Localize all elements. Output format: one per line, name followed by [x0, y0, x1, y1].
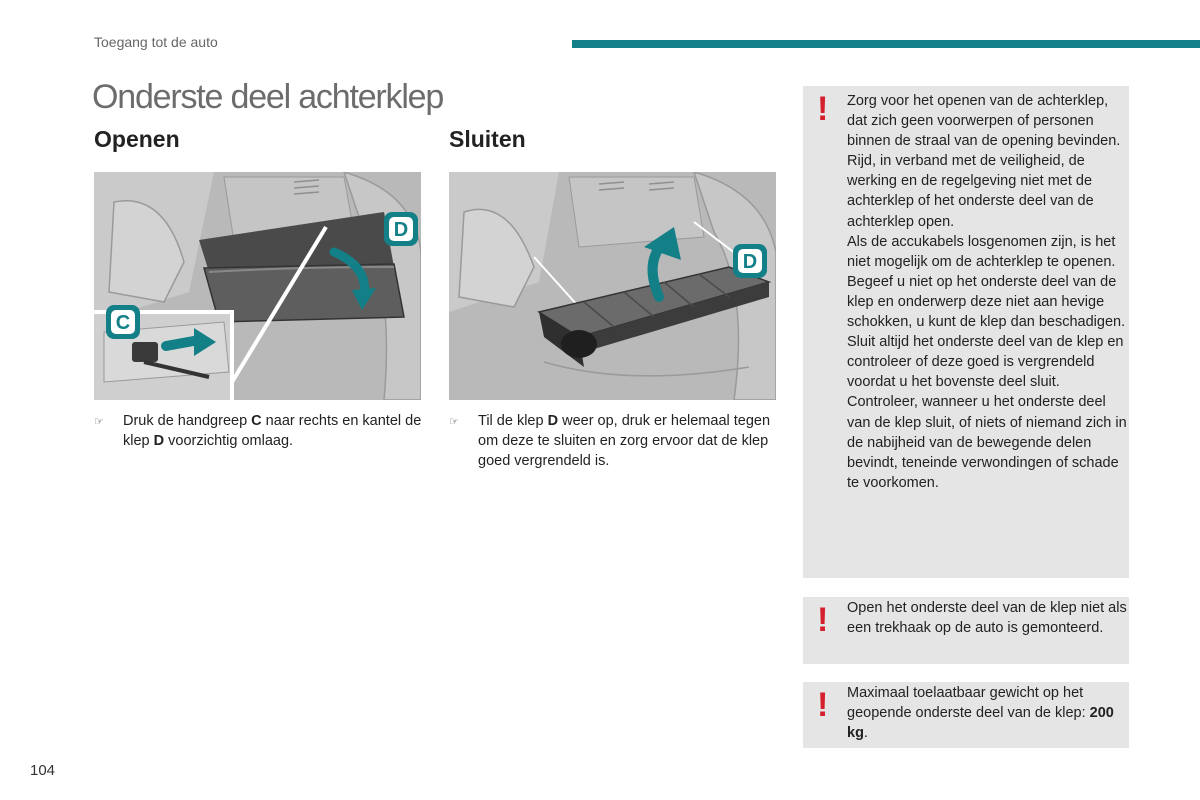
svg-text:D: D: [742, 251, 758, 273]
label-c-badge: [106, 305, 140, 339]
page-title: Onderste deel achterklep: [92, 78, 444, 116]
warning-text: Maximaal toelaatbaar gewicht op het geopende onderste deel van de klep: 200 kg.: [847, 685, 1114, 742]
figure-openen: [94, 172, 421, 400]
warning-text: Rijd, in verband met de veiligheid, de werking en de regelgeving niet met de achterklep of het onderste deel van de achterklep open.: [847, 153, 1094, 230]
warning-exclamation-icon: !: [817, 601, 829, 639]
section-label: Toegang tot de auto: [94, 34, 218, 50]
warning-box-general: [803, 86, 1129, 578]
step-openen: [94, 411, 424, 451]
figure-sluiten: [449, 172, 776, 400]
warning-text: Begeef u niet op het onderste deel van de klep en onderwerp deze niet aan hevige schokken, u kunt de klep dan beschadigen.: [847, 273, 1126, 331]
warning-text: Sluit altijd het onderste deel van de klep en controleer of deze goed is vergrendeld voordat u het bovenste deel sluit.: [847, 334, 1124, 391]
heading-openen: Openen: [94, 126, 180, 152]
warning-text: Zorg voor het openen van de achterklep, dat zich geen voorwerpen of personen binnen de straal van de opening bevinden.: [847, 93, 1121, 150]
svg-text:C: C: [115, 312, 131, 334]
warning-text: Als de accukabels losgenomen zijn, is het niet mogelijk om de achterklep te openen.: [847, 233, 1116, 270]
svg-text:D: D: [393, 219, 409, 241]
label-d-badge-sluiten: [733, 244, 767, 278]
warning-text: Open het onderste deel van de klep niet als een trekhaak op de auto is gemonteerd.: [847, 600, 1127, 637]
warning-exclamation-icon: !: [817, 686, 829, 724]
warning-text: Controleer, wanneer u het onderste deel van de klep sluit, of niets of niemand zich in de nabijheid van de bewegende delen bevindt, teneinde verwondingen of schade te voorkomen.: [847, 394, 1127, 491]
heading-sluiten: Sluiten: [449, 126, 526, 152]
warning-box-max-weight: [803, 682, 1129, 748]
bullet-pointing-hand-icon: ☞: [94, 416, 104, 428]
step-openen-text: Druk de handgreep C naar rechts en kantel de klep D voorzichtig omlaag.: [123, 413, 422, 449]
bullet-pointing-hand-icon: ☞: [449, 416, 459, 428]
warning-exclamation-icon: !: [817, 90, 829, 128]
header-accent-bar: [572, 40, 1200, 48]
step-sluiten: [449, 411, 779, 471]
label-d-badge: [384, 212, 418, 246]
page-number: 104: [30, 762, 56, 779]
step-sluiten-text: Til de klep D weer op, druk er helemaal tegen om deze te sluiten en zorg ervoor dat de klep goed vergrendeld is.: [478, 413, 771, 469]
warning-box-trekhaak: [803, 597, 1129, 664]
